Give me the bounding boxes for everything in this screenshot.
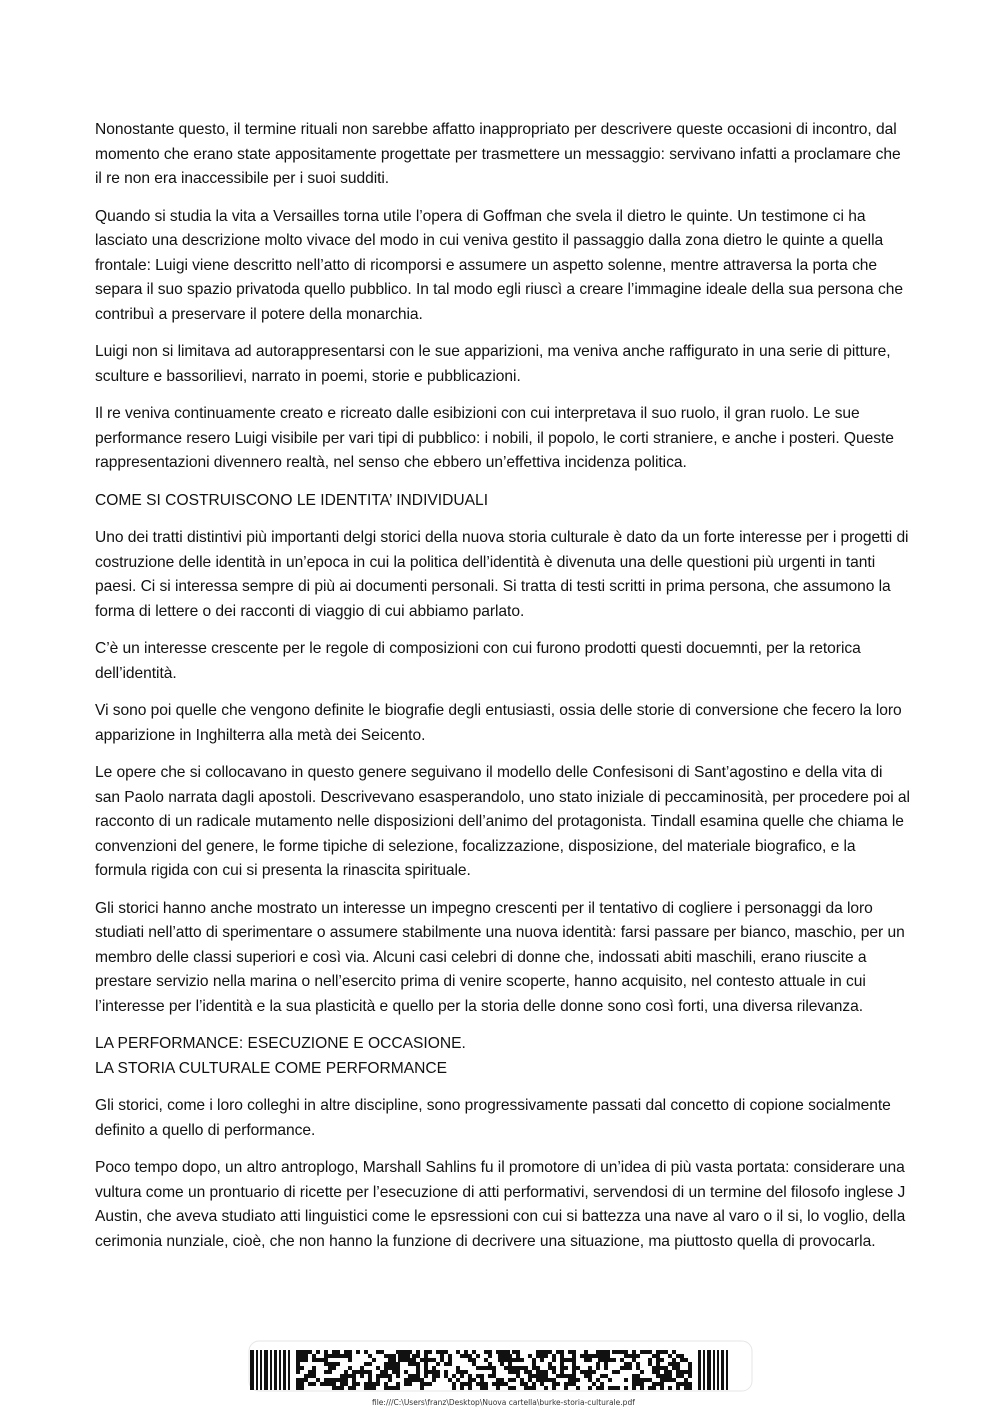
section-heading-performance-line2: LA STORIA CULTURALE COME PERFORMANCE [95, 1059, 448, 1077]
section-heading-identita: COME SI COSTRUISCONO LE IDENTITA’ INDIVIDUALI [95, 491, 489, 509]
paragraph-nuova-identita: Gli storici hanno anche mostrato un interesse un impegno crescenti per il tentativo di cogliere i personaggi da loro studiati nell’atto di sperimentare o assumere stabilmente una nuova identità: farsi passare per bianco, maschio, per un membro delle classi superiori e così via. Alcuni casi celebri di donne che, indossati abiti maschili, erano riuscite a prestare servizio nella marina o nell’esercito prima di venire scoperte, hanno acquisito, nel contesto attuale in cui l’interesse per l’identità e la sua plasticità e quello per la storia delle donne sono così forti, una diversa rilevanza. [95, 899, 905, 1015]
paragraph-regole-composizione: C’è un interesse crescente per le regole di composizioni con cui furono prodotti questi docuemnti, per la retorica dell’identità. [95, 640, 861, 682]
section-heading-performance [95, 1032, 910, 1081]
paragraph-copione: Gli storici, come i loro colleghi in altre discipline, sono progressivamente passati dal concetto di copione socialmente definito a quello di performance. [95, 1097, 891, 1139]
document-page [95, 118, 910, 1267]
paragraph-identita: Uno dei tratti distintivi più importanti delgi storici della nuova storia culturale è dato da un forte interesse per i progetti di costruzione delle identità in un’epoca in cui la politica dell’identità è divenuta una delle questioni più urgenti in tanti paesi. Ci si interessa sempre di più ai documenti personali. Si tratta di testi scritti in prima persona, che assumono la forma di lettere o dei racconti di viaggio di cui abbiamo parlato. [95, 529, 909, 620]
paragraph-versailles: Quando si studia la vita a Versailles torna utile l’opera di Goffman che svela il dietro le quinte. Un testimone ci ha lasciato una descrizione molto vivace del modo in cui veniva gestito il passaggio dalla zona dietro le quinte a quella frontale: Luigi viene descritto nell’atto di ricomporsi e assumere un aspetto solenne, mentre attraversa la porta che separa il suo spazio privatoda quello pubblico. In tal modo egli riuscì a creare l’immagine ideale della sua persona che contribuì a preservare il potere della monarchia. [95, 207, 903, 323]
barcode-graphic [248, 1340, 753, 1400]
paragraph-confessioni: Le opere che si collocavano in questo genere seguivano il modello delle Confesisoni di Sant’agostino e della vita di san Paolo narrata dagli apostoli. Descrivevano esasperandolo, uno stato iniziale di peccaminosità, per procedere poi al racconto di un radicale mutamento nelle disposizioni dell’animo del protagonista. Tindall esamina quelle che chiama le convenzioni del genere, le forme tipiche di selezione, focalizzazione, disposizione, del materiale biografico, e la formula rigida con cui si presenta la rinascita spirituale. [95, 764, 910, 879]
footer-file-path: file:///C:\Users\franz\Desktop\Nuova cartella\burke-storia-culturale.pdf [372, 1398, 635, 1407]
paragraph-rituali: Nonostante questo, il termine rituali non sarebbe affatto inappropriato per descrivere queste occasioni di incontro, dal momento che erano state appositamente progettate per trasmettere un messaggio: servivano infatti a proclamare che il re non era inaccessibile per i suoi sudditi. [95, 121, 901, 187]
paragraph-re-esibizioni: Il re veniva continuamente creato e ricreato dalle esibizioni con cui interpretava il suo ruolo, il gran ruolo. Le sue performance resero Luigi visibile per vari tipi di pubblico: i nobili, il popolo, le corti straniere, e anche i posteri. Queste rappresentazioni divennero realtà, nel senso che ebbero un’effettiva incidenza politica. [95, 405, 894, 471]
section-heading-performance-line1: LA PERFORMANCE: ESECUZIONE E OCCASIONE. [95, 1035, 466, 1052]
paragraph-sahlins: Poco tempo dopo, un altro antroplogo, Marshall Sahlins fu il promotore di un’idea di più vasta portata: considerare una vultura come un prontuario di ricette per l’esecuzione di atti performativi, servendosi di un termine del filosofo inglese J Austin, che aveva studiato atti linguistici come le epsressioni con cui si battezza una nave al varo o il si, lo voglio, della cerimonia nunziale, cioè, che non hanno la funzione di decrivere una situazione, ma piuttosto quella di provocarla. [95, 1159, 906, 1250]
paragraph-luigi-rappresentazioni: Luigi non si limitava ad autorappresentarsi con le sue apparizioni, ma veniva anche raffigurato in una serie di pitture, sculture e bassorilievi, narrato in poemi, storie e pubblicazioni. [95, 343, 891, 385]
footer-barcode [248, 1340, 753, 1400]
paragraph-biografie-entusiasti: Vi sono poi quelle che vengono definite le biografie degli entusiasti, ossia delle storie di conversione che fecero la loro apparizione in Inghilterra alla metà dei Seicento. [95, 702, 902, 744]
